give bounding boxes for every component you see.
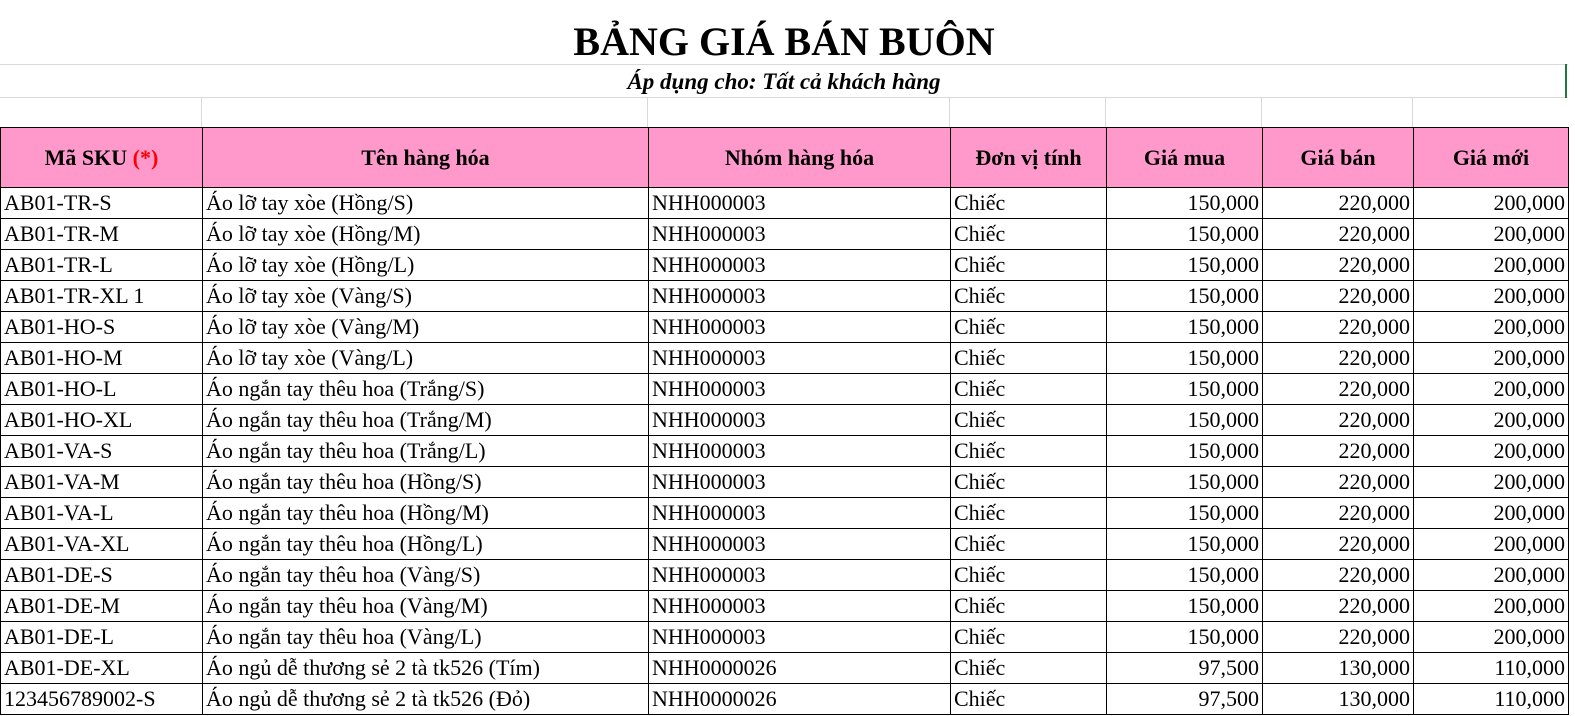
- cell-sell-price[interactable]: 220,000: [1263, 436, 1414, 467]
- cell-sell-price[interactable]: 220,000: [1263, 498, 1414, 529]
- cell-group[interactable]: NHH0000026: [649, 653, 951, 684]
- cell-sell-price[interactable]: 220,000: [1263, 188, 1414, 219]
- cell-buy-price[interactable]: 150,000: [1107, 219, 1263, 250]
- sheet-gridline: [1105, 98, 1106, 127]
- cell-sell-price[interactable]: 220,000: [1263, 312, 1414, 343]
- cell-new-price[interactable]: 110,000: [1414, 684, 1569, 715]
- table-body: [1, 188, 1569, 715]
- cell-sku[interactable]: AB01-HO-M: [1, 343, 203, 374]
- cell-new-price[interactable]: 200,000: [1414, 467, 1569, 498]
- cell-name[interactable]: Áo ngắn tay thêu hoa (Vàng/S): [203, 560, 649, 591]
- cell-group[interactable]: NHH000003: [649, 188, 951, 219]
- cell-sell-price[interactable]: 220,000: [1263, 219, 1414, 250]
- cell-new-price[interactable]: 200,000: [1414, 405, 1569, 436]
- cell-group[interactable]: NHH000003: [649, 529, 951, 560]
- table-row: [1, 529, 1569, 560]
- cell-sell-price[interactable]: 220,000: [1263, 374, 1414, 405]
- cell-sell-price[interactable]: 130,000: [1263, 684, 1414, 715]
- cell-unit[interactable]: Chiếc: [951, 436, 1107, 467]
- cell-new-price[interactable]: 200,000: [1414, 498, 1569, 529]
- cell-group[interactable]: NHH0000026: [649, 684, 951, 715]
- cell-unit[interactable]: Chiếc: [951, 684, 1107, 715]
- cell-name[interactable]: Áo ngủ dễ thương sẻ 2 tà tk526 (Đỏ): [203, 684, 649, 715]
- required-mark: (*): [132, 144, 159, 170]
- cell-unit[interactable]: Chiếc: [951, 312, 1107, 343]
- cell-buy-price[interactable]: 150,000: [1107, 281, 1263, 312]
- cell-new-price[interactable]: 200,000: [1414, 591, 1569, 622]
- cell-group[interactable]: NHH000003: [649, 560, 951, 591]
- cell-new-price[interactable]: 200,000: [1414, 219, 1569, 250]
- page-title: BẢNG GIÁ BÁN BUÔN: [573, 19, 995, 64]
- cell-name[interactable]: Áo lỡ tay xòe (Hồng/M): [203, 219, 649, 250]
- cell-new-price[interactable]: 110,000: [1414, 653, 1569, 684]
- cell-new-price[interactable]: 200,000: [1414, 436, 1569, 467]
- table-row: [1, 374, 1569, 405]
- header-sku-label: Mã SKU: [44, 144, 128, 170]
- cell-sku[interactable]: 123456789002-S: [1, 684, 203, 715]
- cell-buy-price[interactable]: 150,000: [1107, 250, 1263, 281]
- cell-sku[interactable]: AB01-TR-S: [1, 188, 203, 219]
- header-new-price[interactable]: Giá mới: [1414, 128, 1569, 188]
- cell-unit[interactable]: Chiếc: [951, 281, 1107, 312]
- cell-sell-price[interactable]: 220,000: [1263, 343, 1414, 374]
- cell-new-price[interactable]: 200,000: [1414, 343, 1569, 374]
- cell-buy-price[interactable]: 150,000: [1107, 312, 1263, 343]
- table-row: [1, 498, 1569, 529]
- cell-buy-price[interactable]: 150,000: [1107, 405, 1263, 436]
- cell-unit[interactable]: Chiếc: [951, 343, 1107, 374]
- header-name[interactable]: Tên hàng hóa: [203, 128, 649, 188]
- table-row: [1, 560, 1569, 591]
- cell-unit[interactable]: Chiếc: [951, 467, 1107, 498]
- cell-unit[interactable]: Chiếc: [951, 529, 1107, 560]
- cell-sku[interactable]: AB01-DE-L: [1, 622, 203, 653]
- price-table: [0, 127, 1569, 715]
- table-row: [1, 188, 1569, 219]
- page-subtitle: Áp dụng cho: Tất cả khách hàng: [627, 69, 941, 94]
- cell-sku[interactable]: AB01-HO-L: [1, 374, 203, 405]
- cell-new-price[interactable]: 200,000: [1414, 374, 1569, 405]
- sheet-gridline: [201, 98, 202, 127]
- cell-buy-price[interactable]: 97,500: [1107, 653, 1263, 684]
- cell-new-price[interactable]: 200,000: [1414, 281, 1569, 312]
- cell-sku[interactable]: AB01-TR-M: [1, 219, 203, 250]
- cell-new-price[interactable]: 200,000: [1414, 188, 1569, 219]
- cell-unit[interactable]: Chiếc: [951, 405, 1107, 436]
- cell-new-price[interactable]: 200,000: [1414, 560, 1569, 591]
- header-buy-price[interactable]: Giá mua: [1107, 128, 1263, 188]
- cell-name[interactable]: Áo lỡ tay xòe (Vàng/S): [203, 281, 649, 312]
- table-row: [1, 591, 1569, 622]
- cell-unit[interactable]: Chiếc: [951, 622, 1107, 653]
- cell-buy-price[interactable]: 150,000: [1107, 343, 1263, 374]
- table-row: [1, 219, 1569, 250]
- table-row: [1, 622, 1569, 653]
- cell-group[interactable]: NHH000003: [649, 622, 951, 653]
- cell-buy-price[interactable]: 150,000: [1107, 374, 1263, 405]
- cell-buy-price[interactable]: 150,000: [1107, 498, 1263, 529]
- cell-group[interactable]: NHH000003: [649, 591, 951, 622]
- cell-unit[interactable]: Chiếc: [951, 188, 1107, 219]
- cell-group[interactable]: NHH000003: [649, 405, 951, 436]
- cell-sku[interactable]: AB01-TR-L: [1, 250, 203, 281]
- cell-name[interactable]: Áo lỡ tay xòe (Vàng/M): [203, 312, 649, 343]
- cell-sku[interactable]: AB01-VA-XL: [1, 529, 203, 560]
- cell-unit[interactable]: Chiếc: [951, 374, 1107, 405]
- cell-sku[interactable]: AB01-TR-XL 1: [1, 281, 203, 312]
- cell-unit[interactable]: Chiếc: [951, 250, 1107, 281]
- cell-group[interactable]: NHH000003: [649, 498, 951, 529]
- table-row: [1, 281, 1569, 312]
- cell-buy-price[interactable]: 150,000: [1107, 591, 1263, 622]
- cell-group[interactable]: NHH000003: [649, 219, 951, 250]
- header-group[interactable]: Nhóm hàng hóa: [649, 128, 951, 188]
- sheet-gridline: [1261, 98, 1262, 127]
- cell-sell-price[interactable]: 220,000: [1263, 529, 1414, 560]
- cell-sell-price[interactable]: 220,000: [1263, 622, 1414, 653]
- cell-unit[interactable]: Chiếc: [951, 591, 1107, 622]
- table-row: [1, 436, 1569, 467]
- table-row: [1, 343, 1569, 374]
- cell-sell-price[interactable]: 220,000: [1263, 281, 1414, 312]
- cell-sku[interactable]: AB01-VA-M: [1, 467, 203, 498]
- cell-new-price[interactable]: 200,000: [1414, 529, 1569, 560]
- cell-sell-price[interactable]: 220,000: [1263, 591, 1414, 622]
- cell-sell-price[interactable]: 220,000: [1263, 560, 1414, 591]
- cell-unit[interactable]: Chiếc: [951, 498, 1107, 529]
- table-row: [1, 653, 1569, 684]
- cell-name[interactable]: Áo lỡ tay xòe (Vàng/L): [203, 343, 649, 374]
- cell-buy-price[interactable]: 150,000: [1107, 622, 1263, 653]
- cell-buy-price[interactable]: 150,000: [1107, 188, 1263, 219]
- cell-name[interactable]: Áo lỡ tay xòe (Hồng/S): [203, 188, 649, 219]
- cell-name[interactable]: Áo ngắn tay thêu hoa (Vàng/M): [203, 591, 649, 622]
- cell-name[interactable]: Áo lỡ tay xòe (Hồng/L): [203, 250, 649, 281]
- cell-name[interactable]: Áo ngủ dễ thương sẻ 2 tà tk526 (Tím): [203, 653, 649, 684]
- cell-name[interactable]: Áo ngắn tay thêu hoa (Hồng/S): [203, 467, 649, 498]
- sheet-gridline: [949, 98, 950, 127]
- cell-name[interactable]: Áo ngắn tay thêu hoa (Vàng/L): [203, 622, 649, 653]
- cell-buy-price[interactable]: 150,000: [1107, 467, 1263, 498]
- header-sell-price[interactable]: Giá bán: [1263, 128, 1414, 188]
- cell-group[interactable]: NHH000003: [649, 312, 951, 343]
- cell-buy-price[interactable]: 150,000: [1107, 436, 1263, 467]
- cell-name[interactable]: Áo ngắn tay thêu hoa (Hồng/L): [203, 529, 649, 560]
- cell-sell-price[interactable]: 130,000: [1263, 653, 1414, 684]
- cell-buy-price[interactable]: 97,500: [1107, 684, 1263, 715]
- table-row: [1, 684, 1569, 715]
- cell-sku[interactable]: AB01-DE-XL: [1, 653, 203, 684]
- cell-group[interactable]: NHH000003: [649, 467, 951, 498]
- header-sku[interactable]: [1, 128, 203, 188]
- cell-sell-price[interactable]: 220,000: [1263, 250, 1414, 281]
- table-row: [1, 405, 1569, 436]
- cell-buy-price[interactable]: 150,000: [1107, 529, 1263, 560]
- cell-unit[interactable]: Chiếc: [951, 653, 1107, 684]
- cell-sell-price[interactable]: 220,000: [1263, 405, 1414, 436]
- table-row: [1, 467, 1569, 498]
- cell-sku[interactable]: AB01-VA-S: [1, 436, 203, 467]
- sheet-gridline: [1412, 98, 1413, 127]
- cell-group[interactable]: NHH000003: [649, 281, 951, 312]
- cell-name[interactable]: Áo ngắn tay thêu hoa (Trắng/L): [203, 436, 649, 467]
- table-row: [1, 250, 1569, 281]
- header-unit[interactable]: Đơn vị tính: [951, 128, 1107, 188]
- cell-sku[interactable]: AB01-HO-XL: [1, 405, 203, 436]
- cell-sku[interactable]: AB01-HO-S: [1, 312, 203, 343]
- cell-group[interactable]: NHH000003: [649, 436, 951, 467]
- table-row: [1, 312, 1569, 343]
- cell-buy-price[interactable]: 150,000: [1107, 560, 1263, 591]
- cell-name[interactable]: Áo ngắn tay thêu hoa (Trắng/S): [203, 374, 649, 405]
- cell-name[interactable]: Áo ngắn tay thêu hoa (Trắng/M): [203, 405, 649, 436]
- cell-unit[interactable]: Chiếc: [951, 219, 1107, 250]
- cell-new-price[interactable]: 200,000: [1414, 622, 1569, 653]
- cell-group[interactable]: NHH000003: [649, 250, 951, 281]
- cell-new-price[interactable]: 200,000: [1414, 312, 1569, 343]
- cell-sku[interactable]: AB01-DE-M: [1, 591, 203, 622]
- cell-unit[interactable]: Chiếc: [951, 560, 1107, 591]
- sheet-gridline: [647, 98, 648, 127]
- header-row: [1, 128, 1569, 188]
- cell-group[interactable]: NHH000003: [649, 343, 951, 374]
- cell-sku[interactable]: AB01-DE-S: [1, 560, 203, 591]
- cell-sell-price[interactable]: 220,000: [1263, 467, 1414, 498]
- cell-sku[interactable]: AB01-VA-L: [1, 498, 203, 529]
- cell-name[interactable]: Áo ngắn tay thêu hoa (Hồng/M): [203, 498, 649, 529]
- cell-new-price[interactable]: 200,000: [1414, 250, 1569, 281]
- cell-group[interactable]: NHH000003: [649, 374, 951, 405]
